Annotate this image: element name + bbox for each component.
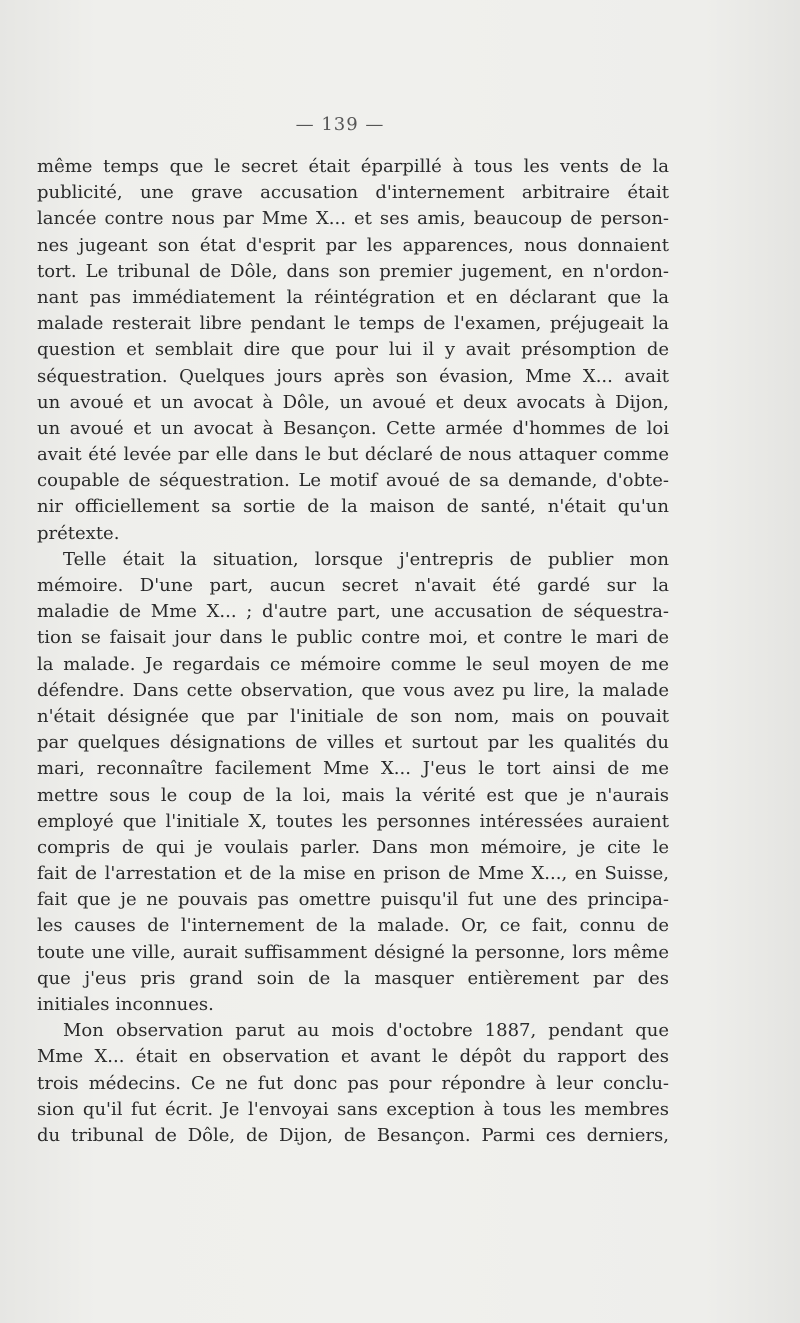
text-line: nant pas immédiatement la réintégration et en déclarant que la [37,286,669,308]
text-line: séquestration. Quelques jours après son évasion, Mme X... avait [37,365,669,387]
text-line: publicité, une grave accusation d'internement arbitraire était [37,182,669,204]
text-line: lancée contre nous par Mme X... et ses amis, beaucoup de person- [37,208,669,230]
text-line: du tribunal de Dôle, de Dijon, de Besançon. Parmi ces derniers, [37,1124,669,1146]
text-line: maladie de Mme X... ; d'autre part, une accusation de séquestra- [37,601,669,623]
text-line: nes jugeant son état d'esprit par les apparences, nous donnaient [37,234,669,256]
paragraph-start-line: Mon observation parut au mois d'octobre 1887, pendant que [63,1020,669,1042]
text-line: fait de l'arrestation et de la mise en prison de Mme X..., en Suisse, [37,863,669,885]
text-line: tort. Le tribunal de Dôle, dans son premier jugement, en n'ordon- [37,260,669,282]
paragraph-end-line: prétexte. [37,522,120,544]
text-line: mettre sous le coup de la loi, mais la vérité est que je n'aurais [37,784,669,806]
paragraph-end-line: initiales inconnues. [37,994,214,1015]
text-line: avait été levée par elle dans le but déclaré de nous attaquer comme [37,444,669,466]
text-line: toute une ville, aurait suffisamment désigné la personne, lors même [37,941,669,963]
text-line: employé que l'initiale X, toutes les personnes intéressées auraient [37,810,669,832]
text-line: mari, reconnaître facilement Mme X... J'eus le tort ainsi de me [37,758,669,780]
text-line: que j'eus pris grand soin de la masquer entièrement par des [37,967,669,989]
text-line: les causes de l'internement de la malade. Or, ce fait, connu de [37,915,669,937]
text-line: un avoué et un avocat à Dôle, un avoué et deux avocats à Dijon, [37,391,669,413]
text-line: sion qu'il fut écrit. Je l'envoyai sans exception à tous les membres [37,1098,669,1120]
text-line: mémoire. D'une part, aucun secret n'avait été gardé sur la [37,575,669,596]
text-line: trois médecins. Ce ne fut donc pas pour répondre à leur conclu- [37,1072,669,1094]
text-line: coupable de séquestration. Le motif avoué de sa demande, d'obte- [37,470,669,492]
paragraph-start-line: Telle était la situation, lorsque j'entrepris de publier mon [63,548,669,570]
text-line: par quelques désignations de villes et surtout par les qualités du [37,732,669,754]
body-text [37,154,669,1149]
text-line: la malade. Je regardais ce mémoire comme le seul moyen de me [37,653,669,675]
text-line: malade resterait libre pendant le temps de l'examen, préjugeait la [37,313,669,335]
text-line: compris de qui je voulais parler. Dans mon mémoire, je cite le [37,836,669,858]
page-number: — 139 — [295,114,385,135]
text-line: défendre. Dans cette observation, que vous avez pu lire, la malade [37,679,669,701]
text-line: nir officiellement sa sortie de la maison de santé, n'était qu'un [37,496,669,518]
text-line: fait que je ne pouvais pas omettre puisqu'il fut une des principa- [37,889,669,911]
text-line: tion se faisait jour dans le public contre moi, et contre le mari de [37,627,669,649]
text-line: n'était désignée que par l'initiale de son nom, mais on pouvait [37,705,669,727]
text-line: même temps que le secret était éparpillé à tous les vents de la [37,156,669,177]
text-line: question et semblait dire que pour lui il y avait présomption de [37,339,669,361]
text-line: Mme X... était en observation et avant le dépôt du rapport des [37,1046,669,1068]
text-line: un avoué et un avocat à Besançon. Cette armée d'hommes de loi [37,417,669,439]
